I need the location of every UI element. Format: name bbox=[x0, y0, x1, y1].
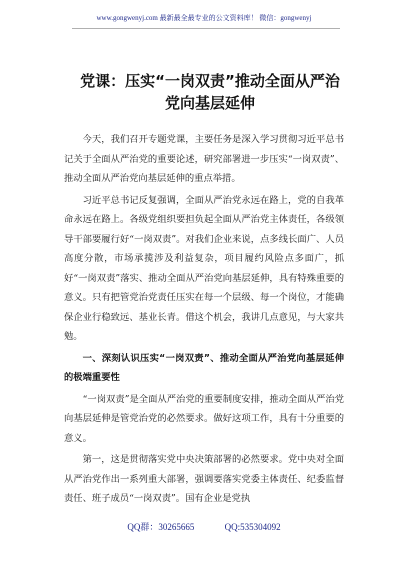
paragraph: “一岗双责”是全面从严治党的重要制度安排，推动全面从严治党向基层延伸是管党治党的必然要求。做好这项工作，具有十分重要的意义。 bbox=[64, 393, 344, 444]
title-line-1: 党课：压实“一岗双责”推动全面从严治 bbox=[80, 72, 340, 90]
header-divider bbox=[72, 28, 340, 29]
section-heading: 一、深刻认识压实“一岗双责”、推动全面从严治党向基层延伸的极端重要性 bbox=[64, 352, 344, 383]
footer-qq: QQ:535304092 bbox=[224, 522, 281, 532]
paragraph: 习近平总书记反复强调，全面从严治党永远在路上，党的自我革命永远在路上。各级党组织要担负起全面从严治党主体责任，各级领导干部要履行好“一岗双责”。对我们企业来说，点多线长面广、人员高度分散，市场承揽涉及利益复杂，项目履约风险点多面广，抓好“一岗双责”落实、推动全面从严治党向基层延伸，具有特殊重要的意义。只有把管党治党责任压实在每一个层级、每一个岗位，才能确保企业行稳致远、基业长青。借这个机会，我讲几点意见，与大家共勉。 bbox=[64, 194, 344, 342]
title-line-2: 党向基层延伸 bbox=[164, 94, 255, 112]
paragraph: 今天，我们召开专题党课，主要任务是深入学习贯彻习近平总书记关于全面从严治党的重要论述，研究部署进一步压实“一岗双责”、推动全面从严治党向基层延伸的重点举措。 bbox=[64, 134, 344, 184]
footer-qq-group: QQ群：30265665 bbox=[127, 522, 195, 532]
document-body bbox=[64, 130, 344, 511]
page-footer bbox=[0, 520, 408, 533]
site-header[interactable]: www.gongwenyj.com 最新最全最专业的公文资料库！ 微信：gongwenyj bbox=[96, 14, 312, 22]
document-title bbox=[60, 70, 360, 114]
paragraph: 第一，这是贯彻落实党中央决策部署的必然要求。党中央对全面从严治党作出一系列重大部署，强调要落实党委主体责任、纪委监督责任、班子成员“一岗双责”。国有企业是党执 bbox=[64, 454, 344, 504]
